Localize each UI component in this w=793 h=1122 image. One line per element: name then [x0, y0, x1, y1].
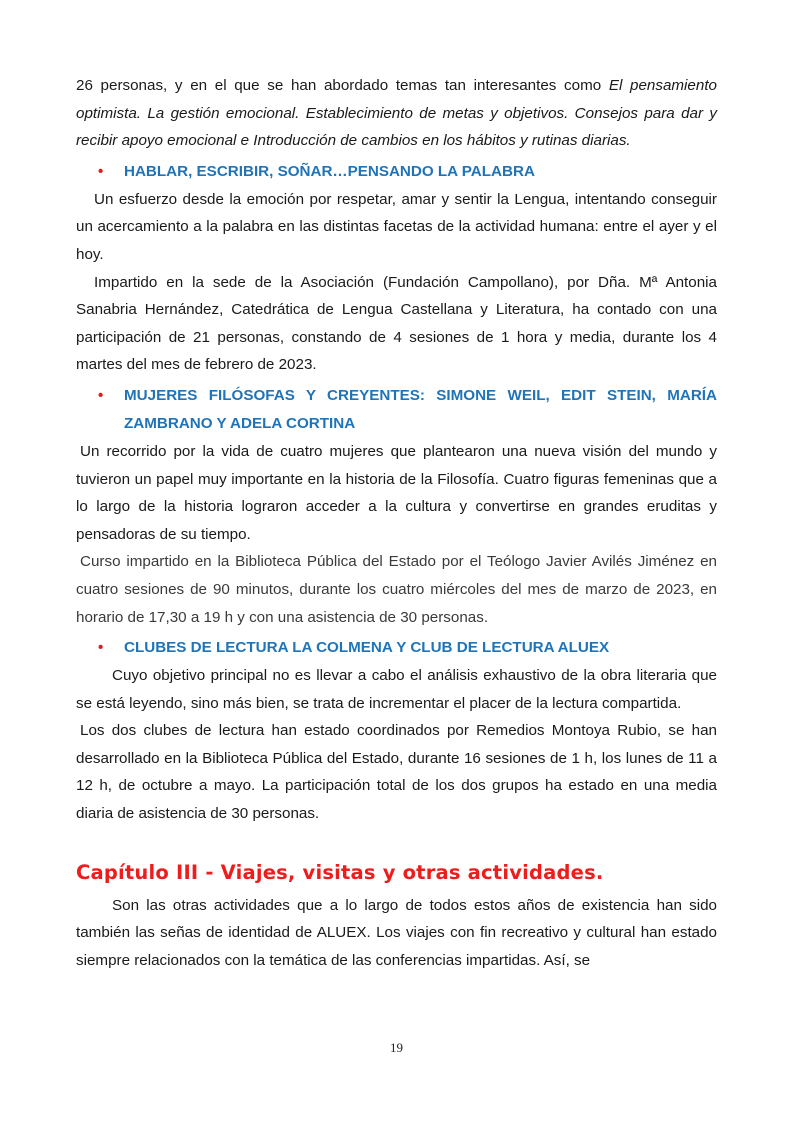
section-title: MUJERES FILÓSOFAS Y CREYENTES: SIMONE WEIL, EDIT STEIN, MARÍA ZAMBRANO Y ADELA CORTINA: [124, 386, 717, 432]
bullet-icon: •: [98, 162, 104, 180]
section-paragraph: Un esfuerzo desde la emoción por respetar, amar y sentir la Lengua, intentando conseguir un acercamiento a la palabra en las distintas facetas de la actividad humana: entre el ayer y el hoy.: [76, 190, 717, 263]
section-heading-hablar: [76, 158, 717, 186]
document-page: [76, 72, 717, 974]
section-paragraph: Los dos clubes de lectura han estado coordinados por Remedios Montoya Rubio, se han desarrollado en la Biblioteca Pública del Estado, durante 16 sesiones de 1 h, los lunes de 11 a 12 h, de octubre a mayo. La participación total de los dos grupos ha estado en una media diaria de asistencia de 30 personas.: [76, 722, 717, 823]
bullet-icon: •: [98, 639, 104, 657]
section-title: CLUBES DE LECTURA LA COLMENA Y CLUB DE LECTURA ALUEX: [124, 639, 610, 657]
chapter-title: Capítulo III - Viajes, visitas y otras actividades.: [76, 860, 604, 884]
intro-text: 26 personas, y en el que se han abordado temas tan interesantes como: [76, 77, 609, 94]
page-number: 19: [390, 1040, 403, 1055]
bullet-icon: •: [98, 386, 104, 404]
section-heading-clubes: [76, 634, 717, 662]
intro-paragraph: [76, 72, 717, 155]
chapter-paragraph: Son las otras actividades que a lo largo de todos estos años de existencia han sido también las señas de identidad de ALUEX. Los viajes con fin recreativo y cultural han estado siempre relacionados con la temática de las conferencias impartidas. Así, se: [76, 896, 717, 969]
section-paragraph: Curso impartido en la Biblioteca Pública del Estado por el Teólogo Javier Avilés Jiménez en cuatro sesiones de 90 minutos, durante los cuatro miércoles del mes de marzo de 2023, en horario de 17,30 a 19 h y con una asistencia de 30 personas.: [76, 553, 717, 626]
section-paragraph: Cuyo objetivo principal no es llevar a cabo el análisis exhaustivo de la obra literaria que se está leyendo, sino más bien, se trata de incrementar el placer de la lectura compartida.: [76, 667, 717, 712]
section-paragraph: Un recorrido por la vida de cuatro mujeres que plantearon una nueva visión del mundo y tuvieron un papel muy importante en la historia de la Filosofía. Cuatro figuras femeninas que a lo largo de la historia lograron acceder a la cultura y convertirse en grandes eruditas y pensadoras de su tiempo.: [76, 442, 717, 543]
section-title: HABLAR, ESCRIBIR, SOÑAR…PENSANDO LA PALABRA: [124, 162, 535, 180]
section-heading-mujeres: [76, 382, 717, 438]
intro-italic-text: El pensamiento optimista. La gestión emocional. Establecimiento de metas y objetivos. Consejos para dar y recibir apoyo emocional e Introducción de cambios en los hábitos y rutinas diarias.: [76, 77, 717, 150]
section-paragraph: Impartido en la sede de la Asociación (Fundación Campollano), por Dña. Mª Antonia Sanabria Hernández, Catedrática de Lengua Castellana y Literatura, ha contado con una participación de 21 personas, constando de 4 sesiones de 1 hora y media, durante los 4 martes del mes de febrero de 2023.: [76, 273, 717, 374]
